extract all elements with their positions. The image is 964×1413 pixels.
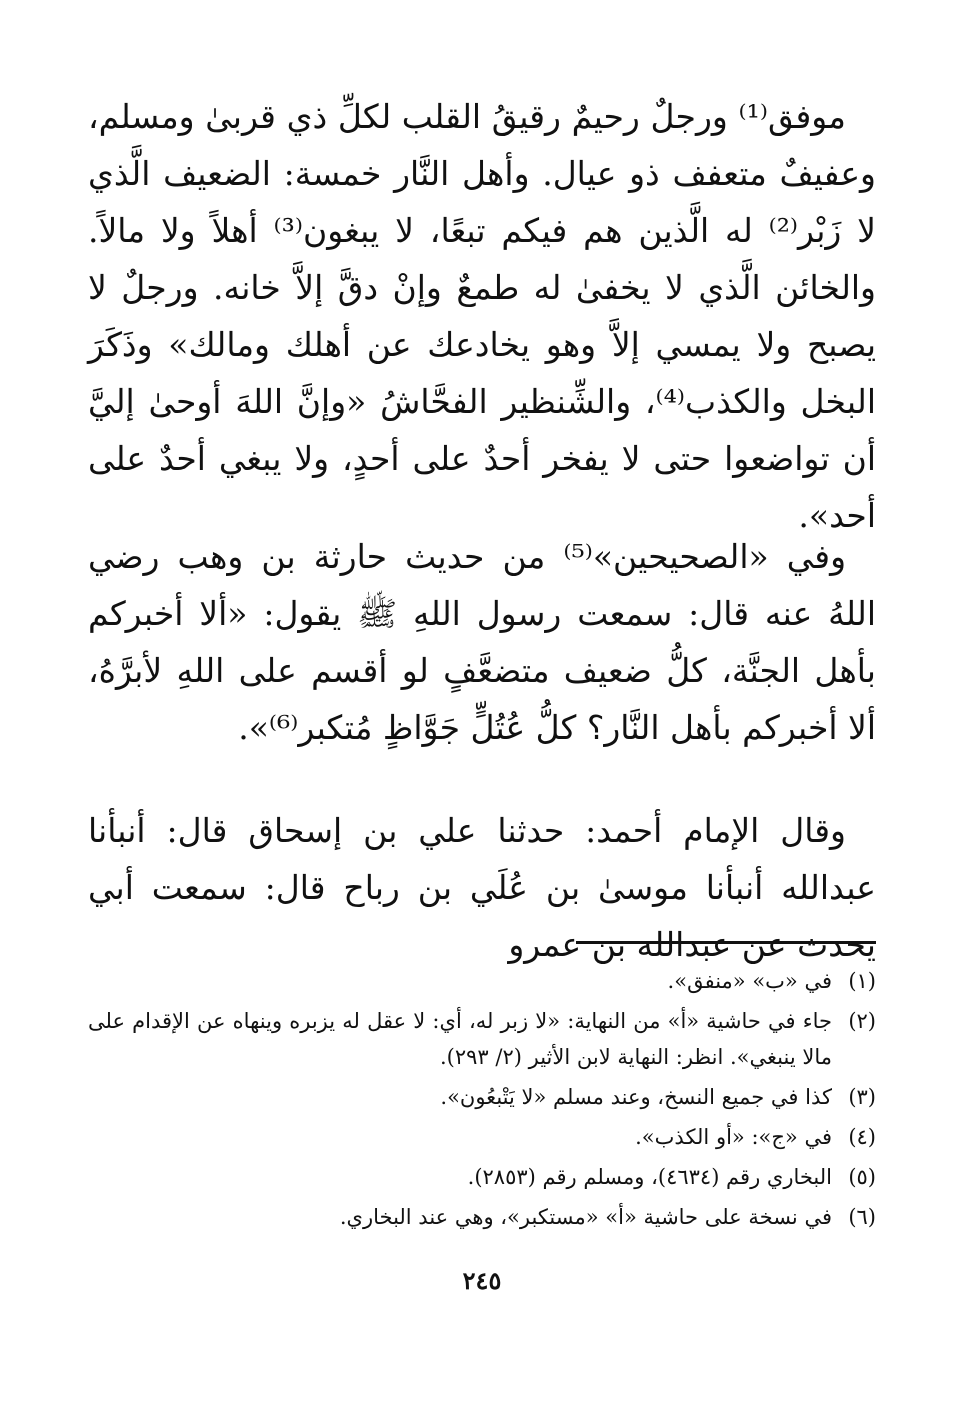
- page-number: ٢٤٥: [462, 1266, 502, 1295]
- footnote-item: [88, 1199, 876, 1235]
- footnote-number: (٦): [848, 1205, 876, 1229]
- footnote-item: [88, 1003, 876, 1075]
- footnote-text: في «ج»: «أو الكذب».: [635, 1125, 832, 1149]
- footnotes: [88, 963, 876, 1239]
- footnote-text: كذا في جميع النسخ، وعند مسلم «لا يَتْبعُون».: [440, 1085, 832, 1109]
- footnote-item: [88, 1159, 876, 1195]
- paragraph-1: موفق⁽¹⁾ ورجلٌ رحيمٌ رقيقُ القلب لكلِّ ذي قربىٰ ومسلم، وعفيفٌ متعفف ذو عيال. وأهل النَّار خمسة: الضعيف الَّذي لا زَبْر⁽²⁾ له الَّذين هم فيكم تبعًا، لا يبغون⁽³⁾ أهلاً ولا مالاً. والخائن الَّذي لا يخفىٰ له طمعٌ وإنْ دقَّ إلاَّ خانه. ورجلٌ لا يصبح ولا يمسي إلاَّ وهو يخادعك عن أهلك ومالك» وذَكَرَ البخل والكذب⁽⁴⁾، والشِّنظير الفحَّاشُ «وإنَّ اللهَ أوحىٰ إليَّ أن تواضعوا حتى لا يفخر أحدٌ على أحدٍ، ولا يبغي أحدٌ على أحد».: [88, 97, 877, 535]
- footnote-number: (١): [848, 969, 876, 993]
- footnote-text: في نسخة على حاشية «أ» «مستكبر»، وهي عند البخاري.: [339, 1205, 832, 1229]
- footnote-text: جاء في حاشية «أ» من النهاية: «لا زبر له، أي: لا عقل له يزبره وينهاه عن الإقدام على مالا ينبغي». انظر: النهاية لابن الأثير (٢/ ٢٩٣).: [88, 1009, 832, 1069]
- footnote-separator: [576, 941, 876, 944]
- footnote-number: (٢): [848, 1009, 876, 1033]
- footnote-number: (٤): [848, 1125, 876, 1149]
- paragraph-2: وفي «الصحيحين»⁽⁵⁾ من حديث حارثة بن وهب رضي اللهُ عنه قال: سمعت رسول اللهِ ﷺ يقول: «ألا أخبركم بأهل الجنَّة، كلُّ ضعيف متضعَّفٍ لو أقسم على اللهِ لأبرَّهُ، ألا أخبركم بأهل النَّار؟ كلُّ عُتُلٍّ جَوَّاظٍ مُتكبر⁽⁶⁾».: [88, 537, 876, 747]
- footnote-number: (٣): [848, 1085, 876, 1109]
- footnote-item: [88, 1079, 876, 1115]
- footnote-number: (٥): [848, 1165, 876, 1189]
- footnote-text: البخاري رقم (٤٦٣٤)، ومسلم رقم (٢٨٥٣).: [467, 1165, 832, 1189]
- footnote-item: [88, 963, 876, 999]
- footnote-text: في «ب» «منفق».: [667, 969, 832, 993]
- footnote-item: [88, 1119, 876, 1155]
- paragraph-3: وقال الإمام أحمد: حدثنا علي بن إسحاق قال: أنبأنا عبدالله أنبأنا موسىٰ بن عُلَي بن رباح قال: سمعت أبي يحدث عن عبدالله بن عمرو: [88, 811, 876, 964]
